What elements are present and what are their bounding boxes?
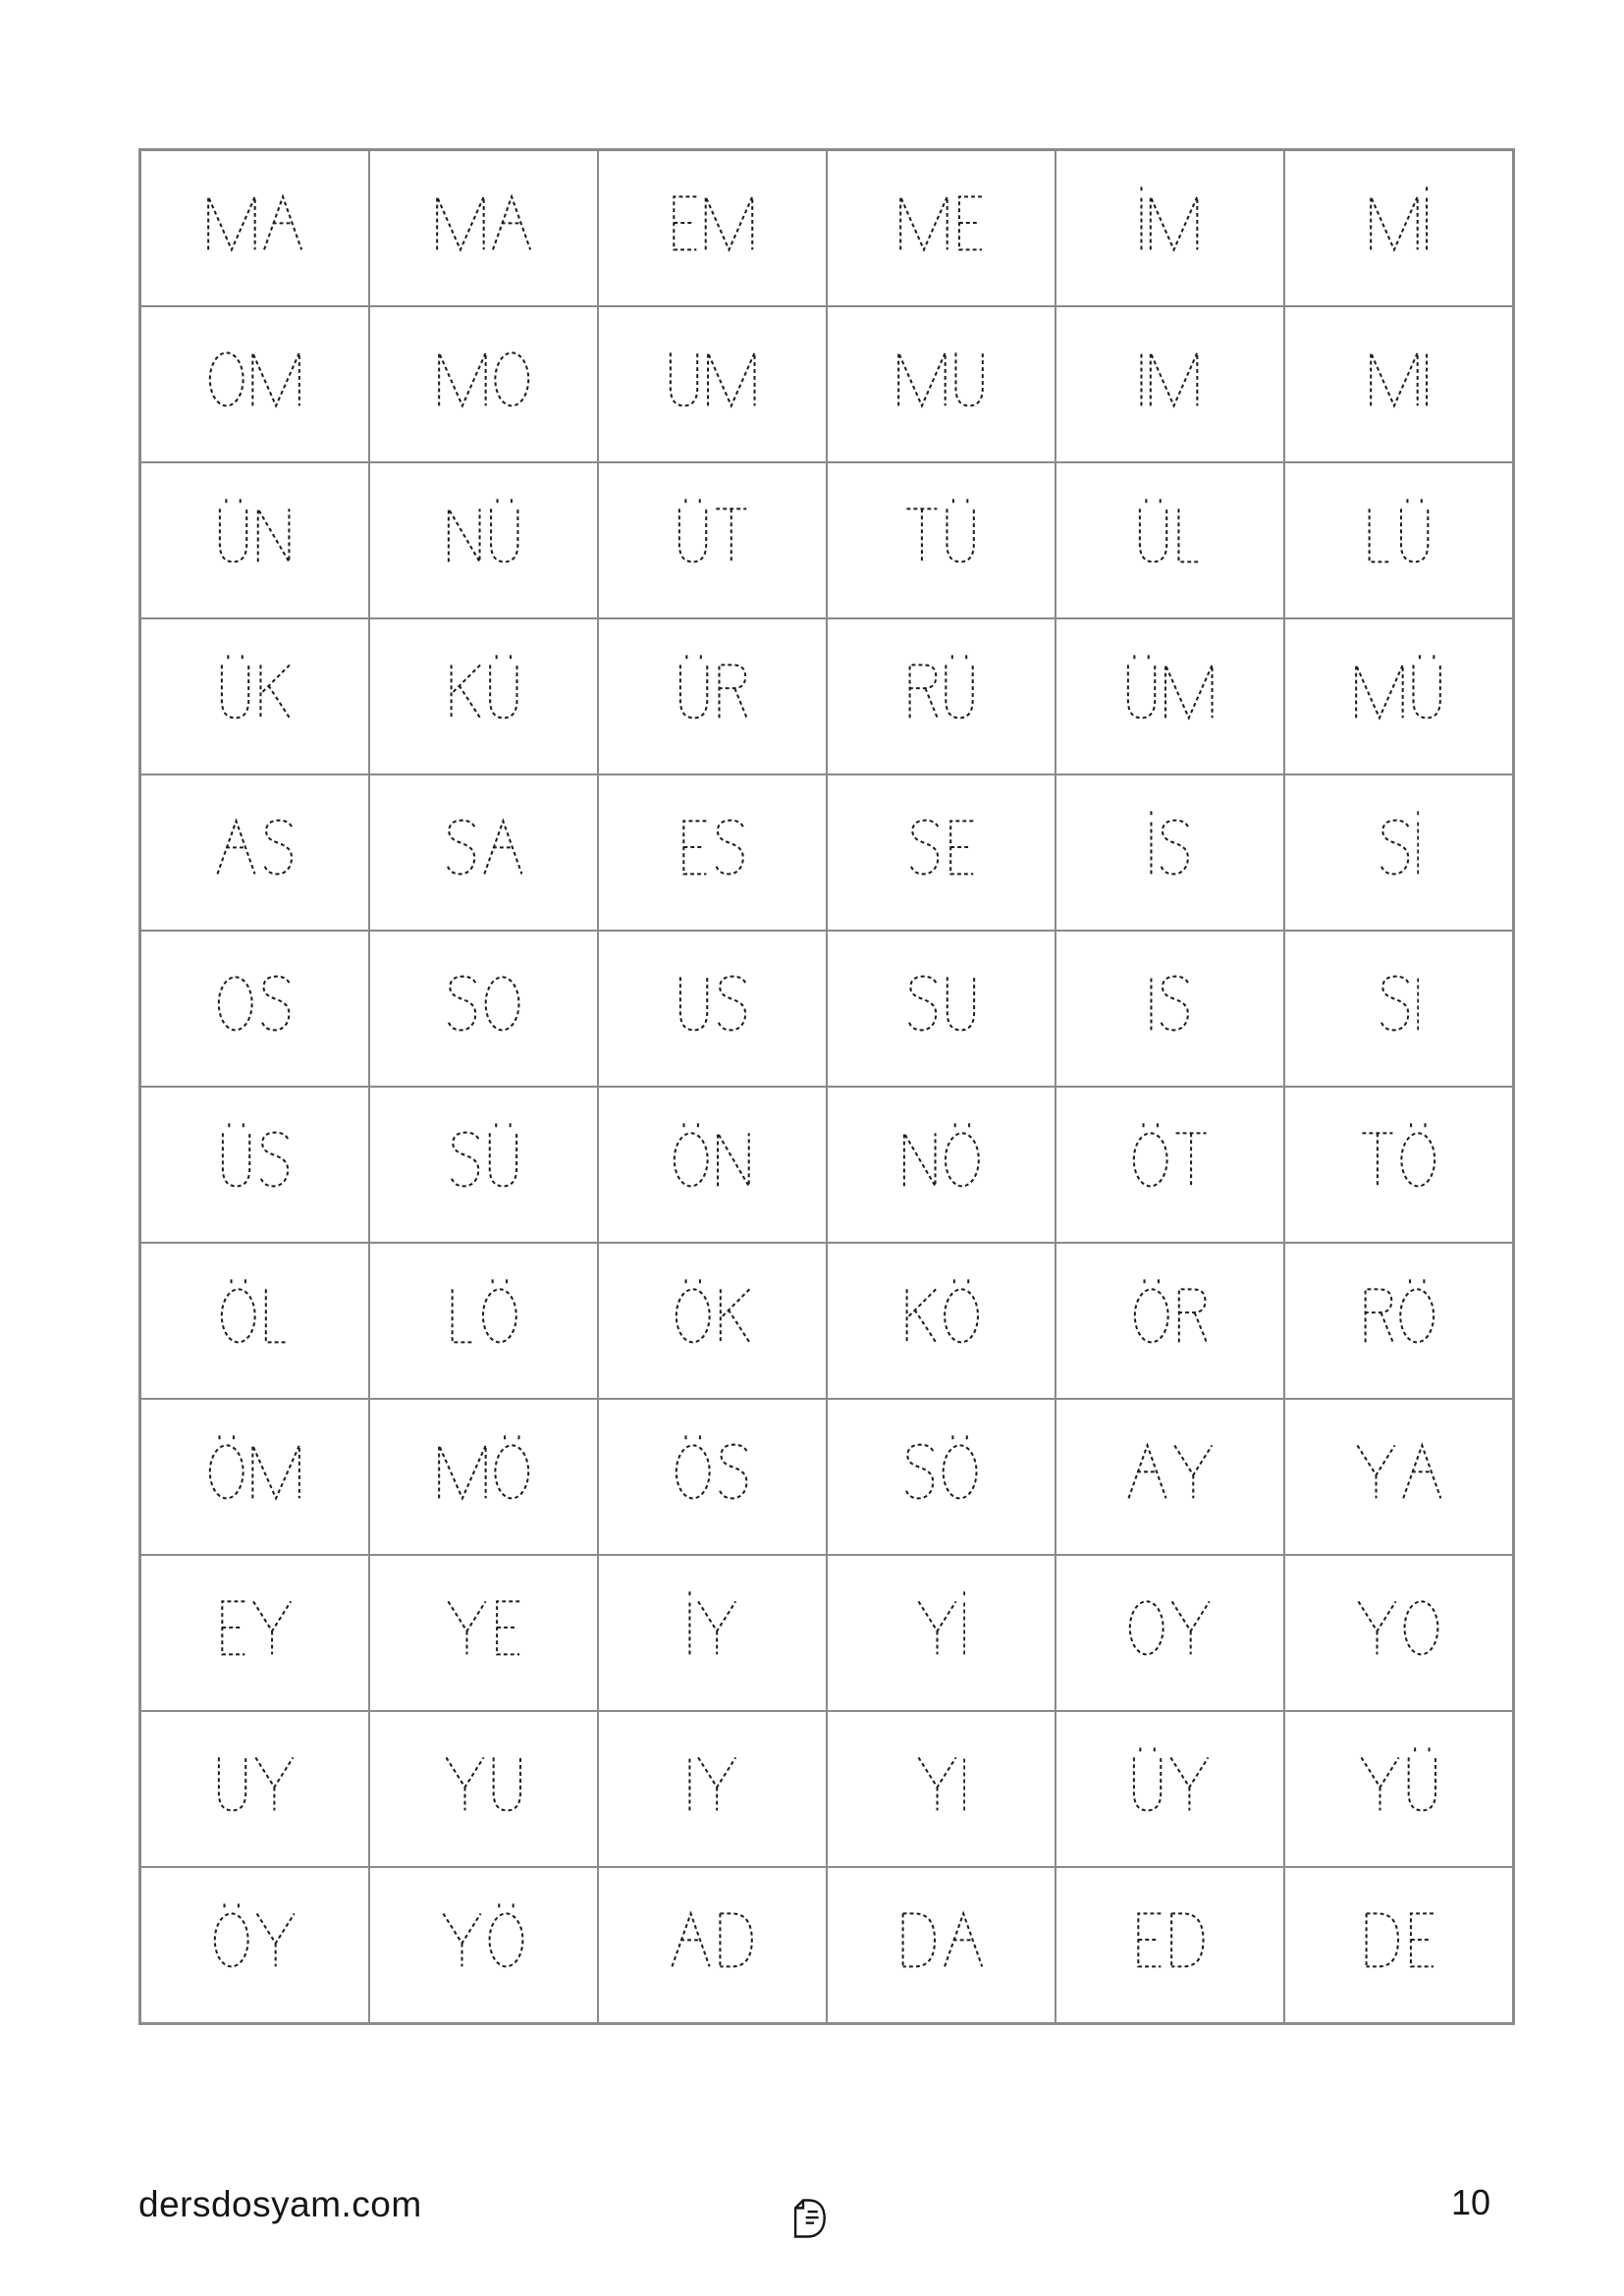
syllable-trace-letters <box>448 651 519 732</box>
trace-cell <box>140 1555 370 1711</box>
syllable-trace-letters <box>445 807 523 888</box>
trace-cell <box>827 774 1056 931</box>
trace-row <box>140 774 1514 931</box>
syllable-trace-letters <box>1140 339 1200 420</box>
trace-cell <box>827 618 1056 774</box>
trace-cell <box>1056 306 1284 462</box>
trace-cell <box>140 1087 370 1243</box>
trace-row <box>140 1555 1514 1711</box>
trace-cell <box>827 1867 1056 2024</box>
trace-cell <box>598 931 827 1087</box>
syllable-trace-letters <box>906 963 977 1044</box>
syllable-trace-letters <box>896 339 986 420</box>
trace-cell <box>369 150 598 307</box>
trace-cell <box>369 774 598 931</box>
syllable-trace-letters <box>1150 807 1191 888</box>
syllable-trace-letters <box>1356 1431 1442 1513</box>
syllable-trace-letters <box>898 183 983 264</box>
trace-cell <box>1056 931 1284 1087</box>
syllable-trace-letters <box>1127 1431 1214 1513</box>
syllable-trace-letters <box>219 651 291 732</box>
syllable-trace-letters <box>437 1431 530 1513</box>
syllable-trace-letters <box>1128 1587 1211 1669</box>
trace-cell <box>1056 1243 1284 1399</box>
trace-row <box>140 1399 1514 1555</box>
syllable-trace-letters <box>903 1431 978 1513</box>
syllable-trace-letters <box>677 495 748 576</box>
trace-cell <box>598 1867 827 2024</box>
trace-cell <box>598 462 827 618</box>
syllable-trace-letters <box>437 339 530 420</box>
trace-cell <box>598 1399 827 1555</box>
trace-cell <box>369 1087 598 1243</box>
trace-cell <box>598 1087 827 1243</box>
trace-cell <box>1284 774 1514 931</box>
syllable-trace-letters <box>675 1431 749 1513</box>
syllable-trace-letters <box>1134 1899 1206 1981</box>
syllable-trace-letters <box>1131 1743 1210 1825</box>
trace-cell <box>369 1399 598 1555</box>
syllable-trace-letters <box>213 1899 296 1981</box>
trace-cell <box>827 1399 1056 1555</box>
syllable-trace-letters <box>677 963 748 1044</box>
trace-cell <box>140 462 370 618</box>
trace-cell <box>598 774 827 931</box>
syllable-trace-letters <box>446 963 520 1044</box>
trace-cell <box>140 1399 370 1555</box>
website-url: dersdosyam.com <box>138 2184 422 2224</box>
syllable-trace-letters <box>688 1587 737 1669</box>
syllable-trace-letters <box>1369 339 1429 420</box>
trace-cell <box>827 150 1056 307</box>
syllable-trace-letters <box>906 651 976 732</box>
syllable-trace-letters <box>1362 1275 1435 1357</box>
syllable-trace-letters <box>917 1587 966 1669</box>
document-logo-icon <box>790 2197 827 2240</box>
syllable-trace-letters <box>445 1743 523 1825</box>
syllable-trace-letters <box>688 1743 737 1825</box>
syllable-trace-letters <box>903 1275 980 1357</box>
syllable-trace-letters <box>917 1743 966 1825</box>
trace-cell <box>369 1243 598 1399</box>
trace-cell <box>1056 1555 1284 1711</box>
page-number: 10 <box>1451 2182 1491 2222</box>
syllable-trace-letters <box>1379 807 1420 888</box>
trace-cell <box>1284 1555 1514 1711</box>
trace-row <box>140 462 1514 618</box>
trace-row <box>140 618 1514 774</box>
syllable-trace-letters <box>1357 1587 1439 1669</box>
syllable-trace-letters <box>1366 495 1431 576</box>
trace-cell <box>598 618 827 774</box>
trace-cell <box>369 1555 598 1711</box>
trace-cell <box>1284 1867 1514 2024</box>
syllable-trace-letters <box>216 1743 295 1825</box>
syllable-trace-letters <box>1369 183 1429 264</box>
trace-cell <box>1056 618 1284 774</box>
trace-cell <box>827 1243 1056 1399</box>
trace-row <box>140 150 1514 307</box>
syllable-trace-letters <box>1361 1119 1436 1201</box>
syllable-trace-letters <box>899 1899 984 1981</box>
trace-cell <box>598 1711 827 1867</box>
trace-cell <box>827 462 1056 618</box>
syllable-trace-letters <box>208 339 301 420</box>
syllable-trace-letters <box>1354 651 1443 732</box>
trace-cell <box>140 1243 370 1399</box>
trace-cell <box>140 931 370 1087</box>
syllable-trace-letters <box>218 1587 293 1669</box>
syllable-trace-letters <box>216 807 295 888</box>
trace-cell <box>1284 462 1514 618</box>
syllable-trace-letters <box>677 651 747 732</box>
syllable-trace-letters <box>905 495 977 576</box>
trace-cell <box>827 1555 1056 1711</box>
trace-cell <box>1056 1711 1284 1867</box>
trace-cell <box>1284 1711 1514 1867</box>
trace-cell <box>1284 1087 1514 1243</box>
trace-cell <box>1284 1243 1514 1399</box>
syllable-trace-letters <box>206 183 303 264</box>
syllable-trace-letters <box>442 1899 524 1981</box>
syllable-trace-letters <box>449 1119 519 1201</box>
trace-cell <box>369 1867 598 2024</box>
trace-cell <box>1284 1399 1514 1555</box>
syllable-trace-letters <box>901 1119 981 1201</box>
trace-cell <box>140 618 370 774</box>
syllable-trace-letters <box>1137 495 1202 576</box>
trace-cell <box>598 1555 827 1711</box>
syllable-trace-letters <box>208 1431 301 1513</box>
trace-cell <box>598 306 827 462</box>
trace-cell <box>1056 1399 1284 1555</box>
syllable-trace-letters <box>1363 1899 1435 1981</box>
syllable-trace-letters <box>1150 963 1191 1044</box>
trace-cell <box>140 1867 370 2024</box>
trace-cell <box>827 306 1056 462</box>
trace-cell <box>140 150 370 307</box>
trace-cell <box>1284 931 1514 1087</box>
trace-row <box>140 1711 1514 1867</box>
trace-cell <box>140 1711 370 1867</box>
trace-row <box>140 306 1514 462</box>
trace-row <box>140 1243 1514 1399</box>
trace-cell <box>369 462 598 618</box>
syllable-trace-letters <box>217 495 292 576</box>
trace-cell <box>827 1711 1056 1867</box>
trace-cell <box>369 1711 598 1867</box>
trace-cell <box>140 306 370 462</box>
syllable-trace-letters <box>673 1119 752 1201</box>
syllable-trace-letters <box>446 495 520 576</box>
trace-cell <box>369 931 598 1087</box>
syllable-trace-letters <box>220 1119 291 1201</box>
trace-cell <box>369 306 598 462</box>
trace-cell <box>1056 150 1284 307</box>
syllable-trace-letters <box>1125 651 1215 732</box>
syllable-trace-letters <box>217 963 292 1044</box>
trace-cell <box>827 1087 1056 1243</box>
syllable-trace-letters <box>668 339 757 420</box>
syllable-trace-letters <box>675 1275 751 1357</box>
syllable-trace-letters <box>220 1275 290 1357</box>
syllable-trace-grid <box>138 148 1515 2025</box>
trace-row <box>140 1087 1514 1243</box>
trace-cell <box>1056 462 1284 618</box>
trace-cell <box>598 1243 827 1399</box>
trace-cell <box>598 150 827 307</box>
syllable-trace-letters <box>449 1275 518 1357</box>
trace-cell <box>140 774 370 931</box>
trace-cell <box>827 931 1056 1087</box>
syllable-trace-letters <box>670 183 754 264</box>
trace-cell <box>369 618 598 774</box>
trace-cell <box>1284 150 1514 307</box>
trace-cell <box>1284 618 1514 774</box>
trace-cell <box>1284 306 1514 462</box>
syllable-trace-letters <box>1360 1743 1438 1825</box>
syllable-trace-letters <box>1140 183 1200 264</box>
syllable-trace-letters <box>1133 1275 1207 1357</box>
syllable-trace-letters <box>671 1899 755 1981</box>
syllable-trace-letters <box>908 807 975 888</box>
trace-cell <box>1056 1867 1284 2024</box>
syllable-trace-letters <box>679 807 746 888</box>
trace-row <box>140 1867 1514 2024</box>
trace-cell <box>1056 1087 1284 1243</box>
syllable-trace-letters <box>1379 963 1420 1044</box>
syllable-trace-letters <box>1132 1119 1208 1201</box>
syllable-trace-letters <box>435 183 532 264</box>
syllable-trace-letters <box>447 1587 521 1669</box>
trace-row <box>140 931 1514 1087</box>
trace-cell <box>1056 774 1284 931</box>
